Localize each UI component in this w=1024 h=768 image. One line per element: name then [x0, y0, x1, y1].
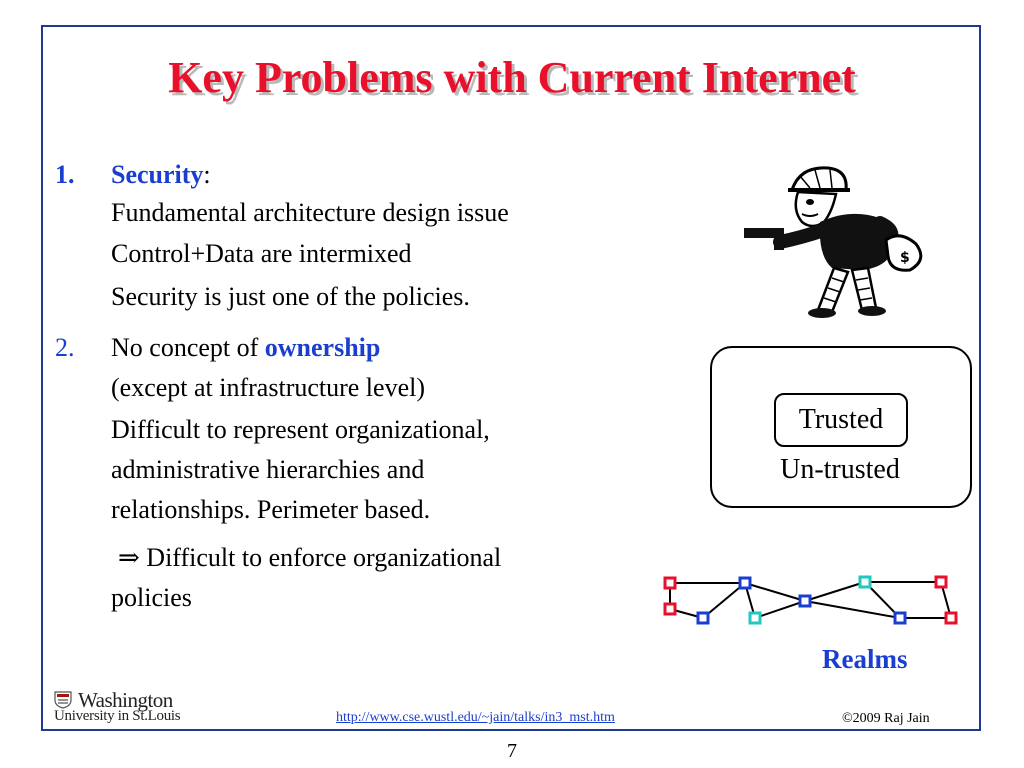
- realm-node: [665, 604, 675, 614]
- logo-subtitle: University in St.Louis: [54, 708, 181, 724]
- item1-heading-line: [111, 157, 211, 193]
- item1-line-3: Security is just one of the policies.: [111, 282, 470, 311]
- copyright: ©2009 Raj Jain: [842, 711, 930, 726]
- logo-name: Washington: [78, 688, 173, 712]
- realms-label: Realms: [822, 644, 908, 674]
- svg-text:$: $: [900, 250, 910, 266]
- realm-node: [800, 596, 810, 606]
- realm-node: [946, 613, 956, 623]
- implication-line-1: Difficult to enforce organizational: [139, 543, 502, 572]
- item1-number: 1.: [55, 160, 75, 189]
- untrusted-label: Un-trusted: [780, 454, 900, 485]
- realm-node: [698, 613, 708, 623]
- item1-line-1: Fundamental architecture design issue: [111, 198, 509, 227]
- footer-url-link[interactable]: http://www.cse.wustl.edu/~jain/talks/in3_mst.htm: [336, 710, 615, 725]
- item2-heading-line: [111, 330, 380, 366]
- item2-line-1: (except at infrastructure level): [111, 373, 425, 402]
- item1-colon: :: [203, 160, 211, 189]
- item1-heading: Security: [111, 160, 204, 189]
- item2-line-3: administrative hierarchies and: [111, 455, 425, 484]
- trusted-box: Trusted: [774, 393, 908, 447]
- item2-lead: No concept of: [111, 333, 265, 362]
- item2-implication: [118, 540, 501, 576]
- realms-network-diagram: [655, 572, 965, 632]
- item1-line-2: Control+Data are intermixed: [111, 239, 412, 268]
- implies-symbol: ⇒: [118, 543, 140, 572]
- university-logo: [48, 690, 218, 730]
- item2-keyword: ownership: [264, 333, 381, 362]
- realm-node: [936, 577, 946, 587]
- slide-title: Key Problems with Current Internet: [168, 53, 856, 102]
- item2-line-2: Difficult to represent organizational,: [111, 415, 490, 444]
- realm-node: [740, 578, 750, 588]
- page-number: 7: [507, 740, 517, 762]
- item2-line-4: relationships. Perimeter based.: [111, 495, 431, 524]
- realm-node: [750, 613, 760, 623]
- realm-node: [665, 578, 675, 588]
- shield-icon: [54, 691, 72, 709]
- realm-node: [895, 613, 905, 623]
- realm-node: [860, 577, 870, 587]
- robber-clipart-icon: [740, 160, 940, 320]
- item2-number: 2.: [55, 333, 75, 362]
- implication-line-2: policies: [111, 583, 192, 612]
